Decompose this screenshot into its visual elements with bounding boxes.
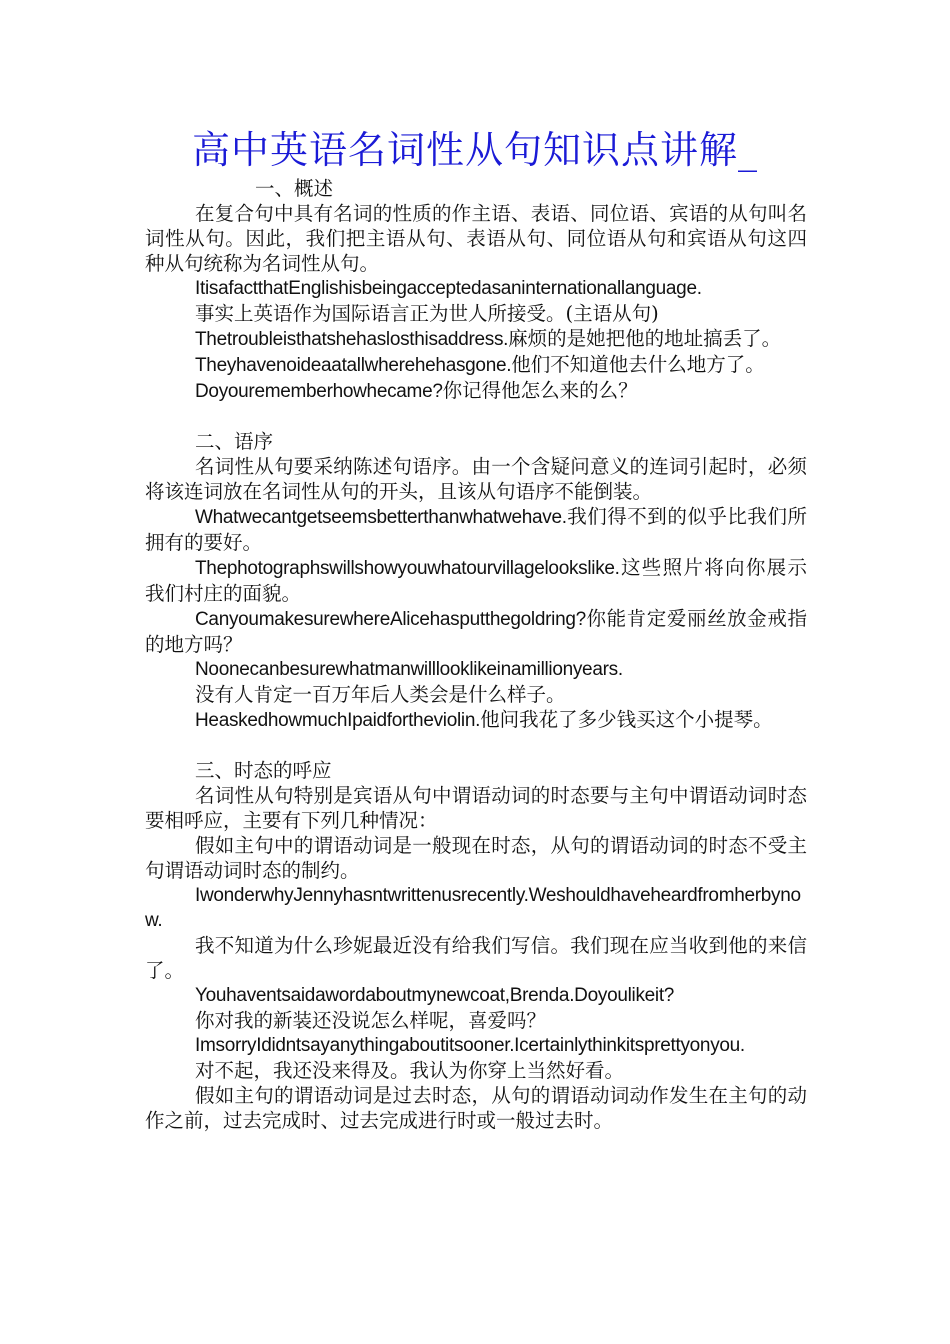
example-5 [145, 504, 807, 555]
example-4-chinese: 你记得他怎么来的么？ [442, 379, 638, 402]
paragraph-word-order: 名词性从句要采纳陈述句语序。由一个含疑问意义的连词引起时，必须将该连词放在名词性从句的开头，且该从句语序不能倒装。 [145, 455, 807, 503]
example-1-chinese: 事实上英语作为国际语言正为世人所接受。(主语从句) [195, 302, 659, 325]
example-4 [145, 378, 807, 404]
example-8-chinese: 没有人肯定一百万年后人类会是什么样子。 [195, 683, 566, 706]
example-8-english: Noonecanbesurewhatmanwilllooklikeinamillionyears. [195, 659, 623, 680]
example-7-english: CanyoumakesurewhereAlicehasputthegoldring? [195, 609, 586, 630]
example-6-chinese: 这些照片将向你展示我们村庄的面貌。 [145, 556, 807, 605]
section-heading-word-order: 二、语序 [195, 430, 274, 453]
example-9-chinese: 他问我花了多少钱买这个小提琴。 [480, 708, 773, 731]
example-2-english: Thetroubleisthatshehaslosthisaddress. [195, 329, 509, 350]
paragraph-tense-intro: 名词性从句特别是宾语从句中谓语动词的时态要与主句中谓语动词时态要相呼应，主要有下列几种情况： [145, 784, 807, 832]
example-2 [145, 326, 807, 352]
example-11-chinese: 你对我的新装还没说怎么样呢，喜爱吗？ [195, 1009, 547, 1032]
example-9 [145, 707, 807, 733]
example-7 [145, 606, 807, 657]
example-12-english: ImsorryIdidntsayanythingaboutitsooner.Icertainlythinkitsprettyonyou. [195, 1035, 745, 1056]
example-9-english: HeaskedhowmuchIpaidfortheviolin. [195, 710, 481, 731]
example-10-english: IwonderwhyJennyhasntwrittenusrecently.Weshouldhaveheardfromherbynow. [145, 885, 801, 931]
paragraph-definition: 在复合句中具有名词的性质的作主语、表语、同位语、宾语的从句叫名词性从句。因此，我们把主语从句、表语从句、同位语从句和宾语从句这四种从句统称为名词性从句。 [145, 202, 807, 275]
document-title: 高中英语名词性从句知识点讲解_ [191, 128, 758, 172]
paragraph-present-tense: 假如主句中的谓语动词是一般现在时态，从句的谓语动词的时态不受主句谓语动词时态的制约。 [145, 834, 807, 882]
example-1-english: ItisafactthatEnglishisbeingacceptedasaninternationallanguage. [195, 278, 702, 299]
example-7-chinese: 你能肯定爱丽丝放金戒指的地方吗？ [145, 607, 807, 656]
example-3-chinese: 他们不知道他去什么地方了。 [511, 353, 765, 376]
example-10-chinese: 我不知道为什么珍妮最近没有给我们写信。我们现在应当收到他的来信了。 [145, 934, 807, 982]
example-2-chinese: 麻烦的是她把他的地址搞丢了。 [508, 327, 782, 350]
example-11-english: Youhaventsaidawordaboutmynewcoat,Brenda.Doyoulikeit? [195, 985, 675, 1006]
section-heading-tense: 三、时态的呼应 [195, 759, 332, 782]
blank-line [145, 404, 807, 429]
example-6 [145, 555, 807, 606]
example-5-chinese: 我们得不到的似乎比我们所拥有的要好。 [145, 505, 807, 554]
example-12-chinese: 对不起，我还没来得及。我认为你穿上当然好看。 [195, 1059, 625, 1082]
example-3 [145, 352, 807, 378]
blank-line [145, 733, 807, 758]
example-3-english: Theyhavenoideaatallwherehehasgone. [195, 355, 512, 376]
document-body [145, 176, 807, 1133]
section-heading-overview: 一、概述 [255, 177, 334, 200]
example-6-english: Thephotographswillshowyouwhatourvillagelookslike. [195, 558, 620, 579]
example-4-english: Doyourememberhowhecame? [195, 381, 443, 402]
paragraph-past-tense: 假如主句的谓语动词是过去时态，从句的谓语动词动作发生在主句的动作之前，过去完成时、过去完成进行时或一般过去时。 [145, 1084, 807, 1132]
example-5-english: Whatwecantgetseemsbetterthanwhatwehave. [195, 507, 567, 528]
